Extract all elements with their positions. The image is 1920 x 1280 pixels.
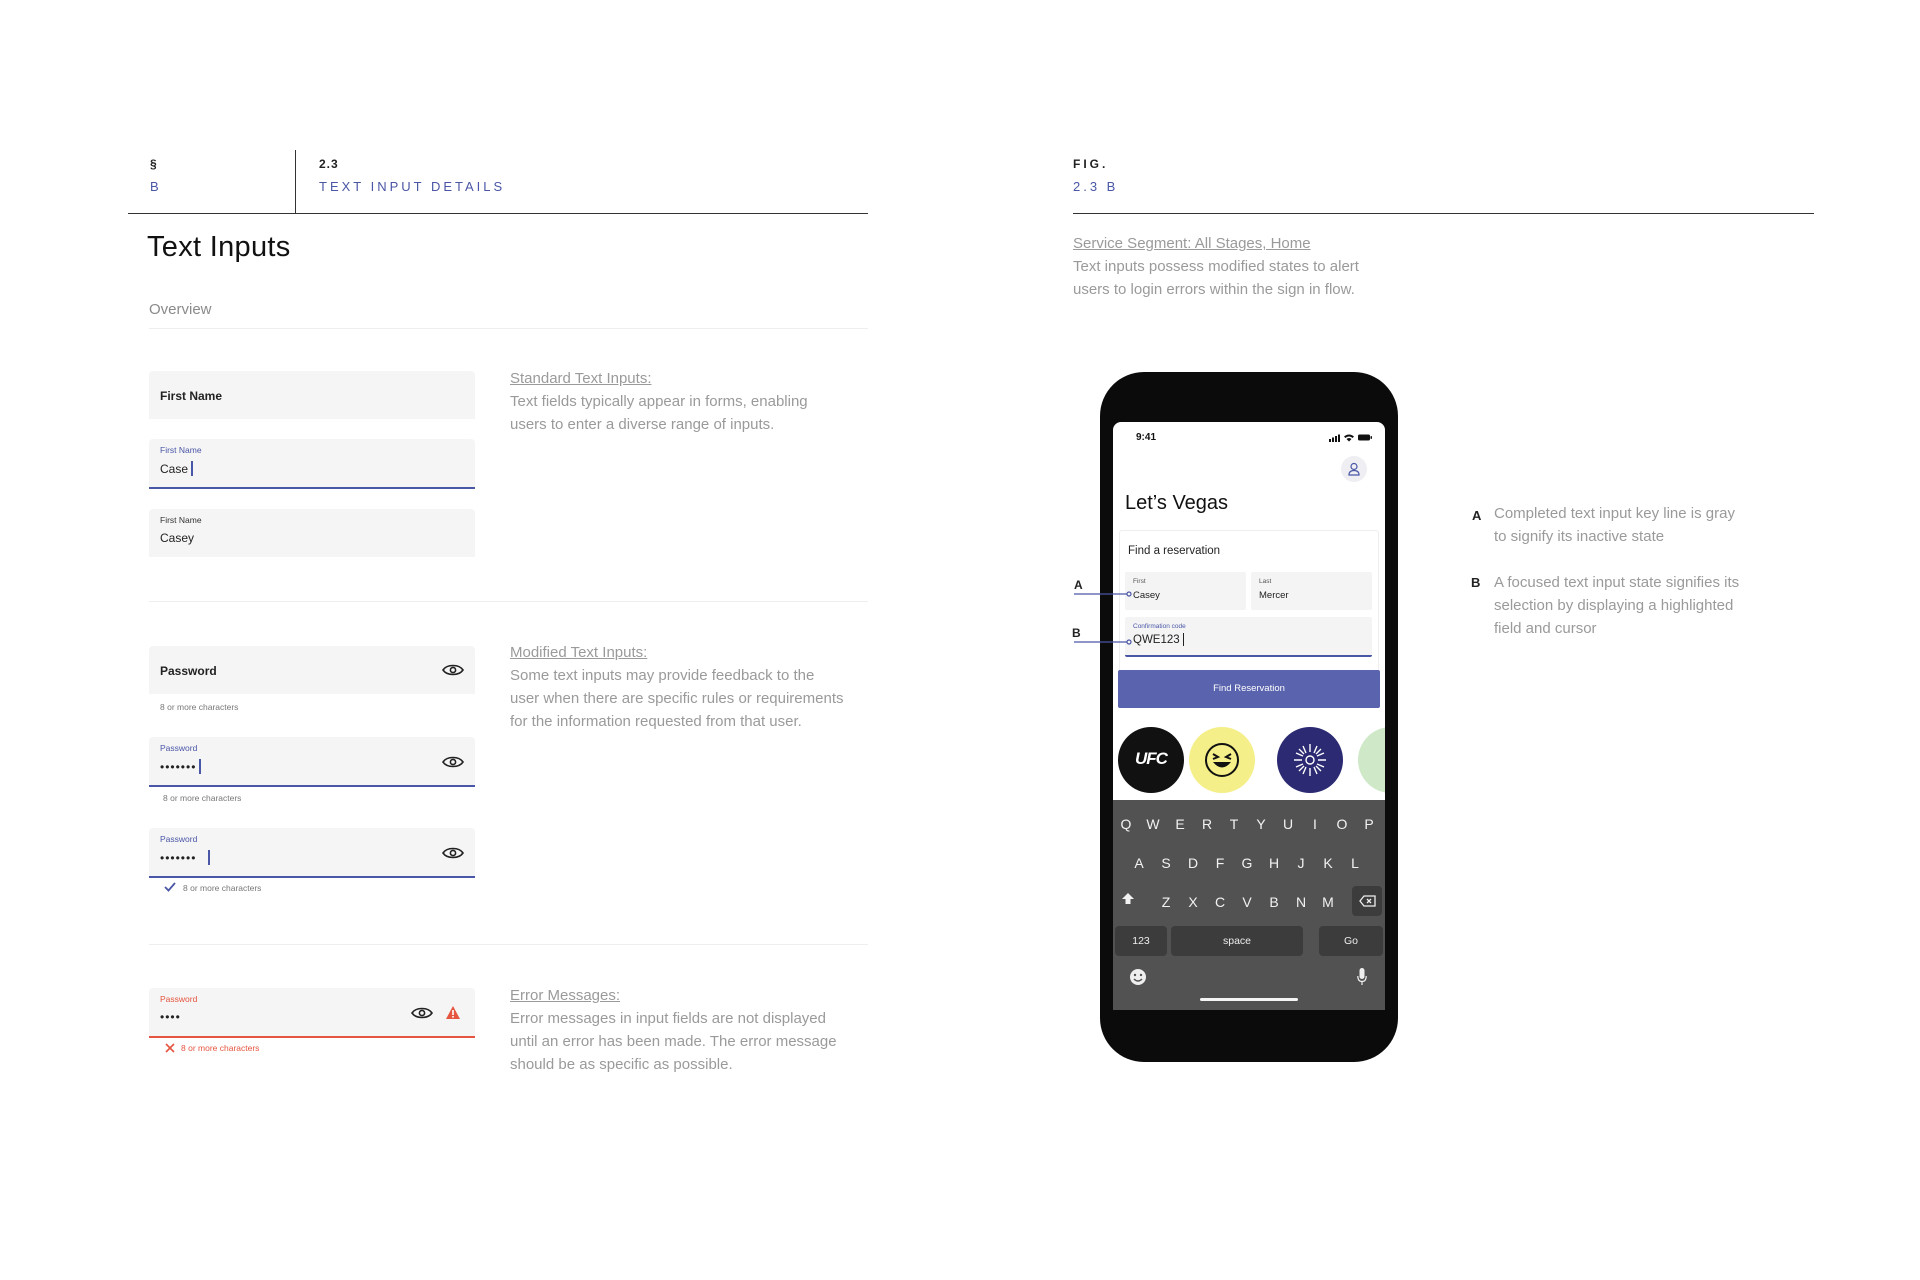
callout-a-line — [1073, 590, 1133, 598]
warning-icon — [445, 1005, 461, 1020]
status-icons — [1329, 433, 1373, 442]
note-line: field and cursor — [1494, 620, 1597, 637]
key[interactable]: V — [1242, 894, 1252, 910]
fig-label: FIG. — [1073, 157, 1109, 171]
first-name-field-empty[interactable] — [149, 371, 475, 419]
password-field-valid[interactable] — [149, 828, 475, 878]
field-label: Password — [160, 743, 198, 753]
description-line: users to enter a diverse range of inputs. — [510, 416, 775, 433]
input-label: Confirmation code — [1133, 623, 1186, 630]
field-value: ••••••• — [160, 759, 201, 774]
description-line: users to login errors within the sign in flow. — [1073, 281, 1355, 298]
note-line: to signify its inactive state — [1494, 528, 1665, 545]
card-title: Find a reservation — [1128, 545, 1221, 557]
helper-text: 8 or more characters — [160, 702, 239, 712]
first-name-field-filled[interactable] — [149, 509, 475, 557]
key[interactable]: X — [1188, 894, 1198, 910]
section-number: 2.3 — [319, 157, 339, 171]
space-key[interactable]: space — [1171, 926, 1303, 956]
error-description — [510, 1007, 890, 1076]
key[interactable]: G — [1241, 855, 1253, 871]
eye-icon[interactable] — [411, 1006, 433, 1020]
backspace-key[interactable] — [1352, 886, 1382, 916]
key[interactable]: S — [1161, 855, 1171, 871]
input-value: Mercer — [1259, 590, 1289, 601]
starburst-logo[interactable] — [1277, 727, 1343, 793]
field-value: ••••••• — [160, 850, 210, 865]
key[interactable]: P — [1364, 816, 1374, 832]
key[interactable]: T — [1229, 816, 1239, 832]
field-value: •••• — [160, 1010, 181, 1024]
app-title: Let’s Vegas — [1125, 492, 1229, 514]
fig-heading: Service Segment: All Stages, Home — [1073, 235, 1311, 252]
key[interactable]: H — [1268, 855, 1280, 871]
backspace-icon — [1359, 895, 1376, 907]
note-line: A focused text input state signifies its — [1494, 574, 1740, 591]
reservation-card — [1119, 530, 1379, 678]
input-value: QWE123 — [1133, 633, 1184, 646]
key[interactable]: R — [1201, 816, 1213, 832]
key[interactable]: A — [1134, 855, 1144, 871]
password-field-empty[interactable] — [149, 646, 475, 694]
key[interactable]: Q — [1120, 816, 1132, 832]
field-label: First Name — [160, 389, 223, 403]
modified-description — [510, 664, 890, 733]
key[interactable]: J — [1297, 855, 1305, 871]
description-line: until an error has been made. The error message — [510, 1033, 837, 1050]
callout-a-label: A — [1074, 578, 1083, 592]
numbers-key[interactable]: 123 — [1115, 926, 1167, 956]
key[interactable]: N — [1295, 894, 1307, 910]
keyboard — [1113, 800, 1385, 1010]
note-letter-a: A — [1472, 508, 1482, 523]
note-line: Completed text input key line is gray — [1494, 505, 1735, 522]
laughing-face-icon — [1204, 742, 1240, 778]
key[interactable]: Y — [1256, 816, 1266, 832]
note-letter-b: B — [1471, 575, 1481, 590]
input-value: Casey — [1133, 590, 1160, 601]
error-message: 8 or more characters — [181, 1043, 260, 1053]
fig-number: 2.3 B — [1073, 179, 1119, 194]
field-label: First Name — [160, 515, 202, 525]
description-line: Some text inputs may provide feedback to the — [510, 667, 815, 684]
password-field-error[interactable] — [149, 988, 475, 1038]
shift-icon[interactable] — [1121, 892, 1135, 905]
confirmation-code-input[interactable] — [1125, 617, 1372, 657]
description-line: Text fields typically appear in forms, enabling — [510, 393, 808, 410]
text-cursor — [1183, 633, 1184, 646]
checkmark-icon — [164, 882, 176, 892]
error-heading: Error Messages: — [510, 987, 621, 1004]
input-label: Last — [1259, 578, 1272, 585]
standard-heading: Standard Text Inputs: — [510, 370, 652, 387]
description-line: for the information requested from that user. — [510, 713, 802, 730]
helper-text: 8 or more characters — [163, 793, 242, 803]
callout-b-label: B — [1072, 626, 1081, 640]
status-time: 9:41 — [1136, 432, 1157, 443]
note-a — [1494, 502, 1814, 548]
modified-heading: Modified Text Inputs: — [510, 644, 648, 661]
key[interactable]: O — [1336, 816, 1348, 832]
section-title: TEXT INPUT DETAILS — [319, 179, 506, 194]
error-x-icon — [165, 1043, 175, 1053]
laughing-emoji-logo[interactable] — [1189, 727, 1255, 793]
description-line: Error messages in input fields are not displayed — [510, 1010, 826, 1027]
key[interactable]: Z — [1161, 894, 1171, 910]
phone-screen — [1113, 422, 1385, 1010]
eye-icon[interactable] — [442, 663, 464, 677]
key[interactable]: E — [1175, 816, 1185, 832]
ufc-logo[interactable] — [1118, 727, 1184, 793]
fig-description — [1073, 255, 1453, 301]
field-label: Password — [160, 664, 217, 678]
last-name-input[interactable] — [1251, 572, 1372, 610]
standard-description — [510, 390, 870, 436]
user-icon — [1348, 462, 1360, 476]
emoji-icon[interactable] — [1129, 968, 1147, 986]
page-title: Text Inputs — [147, 231, 291, 263]
helper-text-valid: 8 or more characters — [183, 883, 262, 893]
field-label: First Name — [160, 445, 202, 455]
overview-label: Overview — [149, 301, 212, 318]
password-field-focused[interactable] — [149, 737, 475, 787]
field-label: Password — [160, 994, 198, 1004]
partial-logo[interactable] — [1358, 727, 1385, 793]
section-divider — [149, 601, 868, 602]
field-label: Password — [160, 834, 198, 844]
section-symbol: § — [150, 157, 158, 171]
text-cursor — [199, 759, 201, 774]
right-header-rule — [1073, 213, 1814, 214]
description-line: user when there are specific rules or requirements — [510, 690, 844, 707]
eye-icon[interactable] — [442, 846, 464, 860]
section-letter: B — [150, 179, 162, 194]
field-value: Case — [160, 461, 193, 476]
key[interactable]: F — [1215, 855, 1225, 871]
key[interactable]: B — [1269, 894, 1279, 910]
header-divider — [295, 150, 296, 213]
text-cursor — [191, 461, 193, 476]
key[interactable]: U — [1282, 816, 1294, 832]
callout-b-line — [1073, 638, 1133, 646]
key[interactable]: L — [1351, 855, 1359, 871]
find-reservation-button[interactable]: Find Reservation — [1118, 670, 1380, 708]
section-divider — [149, 944, 868, 945]
note-line: selection by displaying a highlighted — [1494, 597, 1734, 614]
description-line: should be as specific as possible. — [510, 1056, 733, 1073]
first-name-field-focused[interactable] — [149, 439, 475, 489]
key[interactable]: M — [1322, 894, 1334, 910]
starburst-icon — [1288, 738, 1332, 782]
input-label: First — [1133, 578, 1146, 585]
key[interactable]: C — [1214, 894, 1226, 910]
key[interactable]: W — [1146, 816, 1160, 832]
profile-button[interactable] — [1341, 456, 1367, 482]
home-indicator — [1200, 998, 1298, 1001]
microphone-icon[interactable] — [1357, 968, 1367, 986]
overview-divider — [149, 328, 868, 329]
field-value: Casey — [160, 531, 195, 545]
go-key[interactable]: Go — [1319, 926, 1383, 956]
key[interactable]: I — [1313, 816, 1317, 832]
description-line: Text inputs possess modified states to alert — [1073, 258, 1359, 275]
text-cursor — [208, 850, 210, 865]
eye-icon[interactable] — [442, 755, 464, 769]
ufc-logo-text: UFC — [1135, 749, 1167, 768]
note-b — [1494, 571, 1814, 640]
key[interactable]: D — [1187, 855, 1199, 871]
left-header-rule — [128, 213, 868, 214]
first-name-input[interactable] — [1125, 572, 1246, 610]
key[interactable]: K — [1323, 855, 1333, 871]
